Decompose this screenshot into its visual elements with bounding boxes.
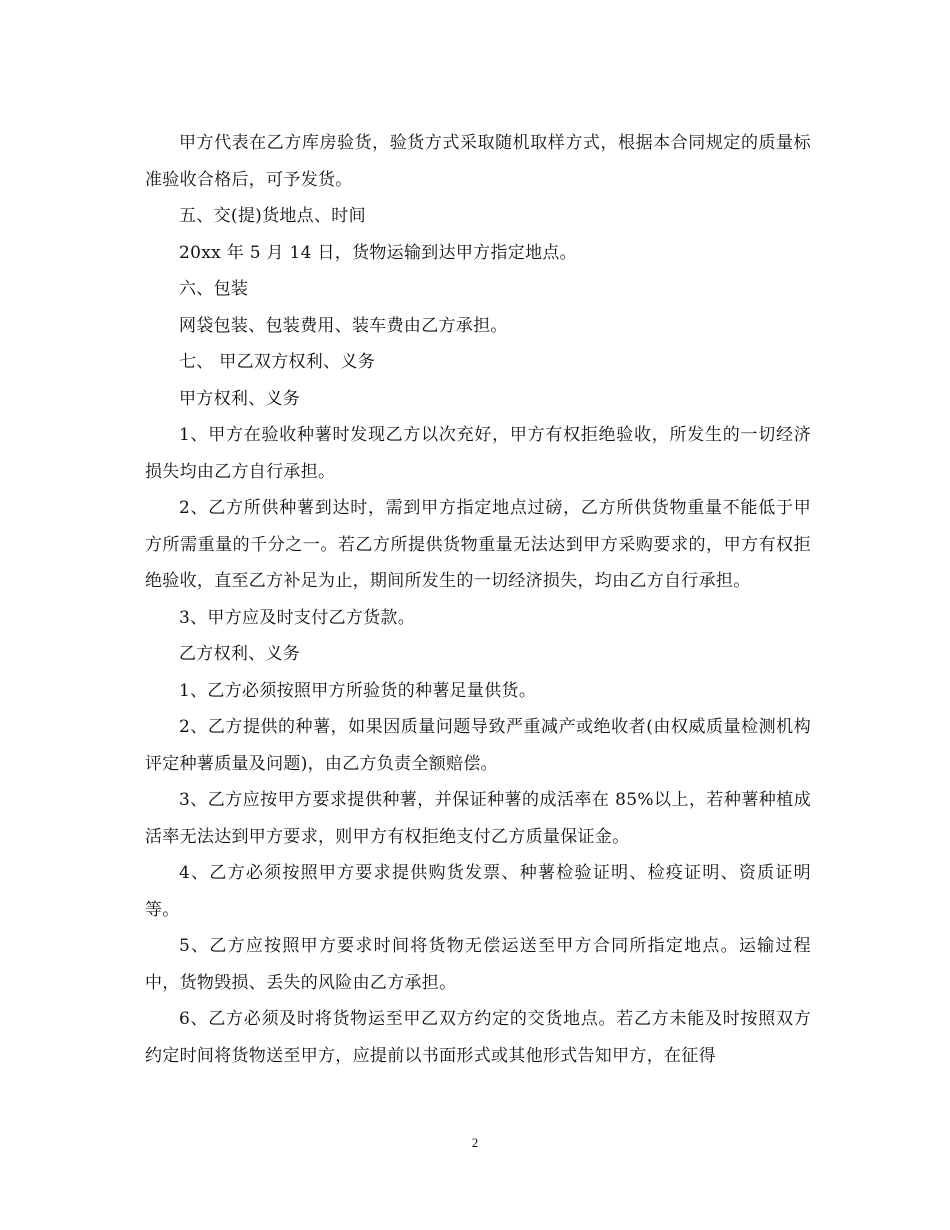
party-b-clause-3: 3、乙方应按甲方要求提供种薯，并保证种薯的成活率在 85%以上，若种薯种植成活率无法达到甲方要求，则甲方有权拒绝支付乙方质量保证金。 bbox=[145, 790, 811, 847]
party-b-clause-4: 4、乙方必须按照甲方要求提供购货发票、种薯检验证明、检疫证明、资质证明等。 bbox=[145, 863, 811, 920]
heading-rights-obligations: 七、 甲乙双方权利、义务 bbox=[179, 352, 376, 372]
party-a-clause-3: 3、甲方应及时支付乙方货款。 bbox=[179, 607, 416, 628]
page-number: 2 bbox=[471, 1135, 479, 1150]
document-body bbox=[145, 125, 811, 1074]
party-b-clause-6: 6、乙方必须及时将货物运至甲乙双方约定的交货地点。若乙方未能及时按照双方约定时间将货物送至甲方，应提前以书面形式或其他形式告知甲方，在征得 bbox=[145, 1009, 811, 1066]
heading-delivery-place-time: 五、交(提)货地点、时间 bbox=[179, 206, 366, 226]
subheading-party-a: 甲方权利、义务 bbox=[179, 388, 301, 409]
paragraph-inspection: 甲方代表在乙方库房验货，验货方式采取随机取样方式，根据本合同规定的质量标准验收合格后，可予发货。 bbox=[145, 133, 811, 190]
party-b-clause-5: 5、乙方应按照甲方要求时间将货物无偿运送至甲方合同所指定地点。运输过程中，货物毁损、丢失的风险由乙方承担。 bbox=[145, 936, 811, 993]
party-b-clause-2: 2、乙方提供的种薯，如果因质量问题导致严重减产或绝收者(由权威质量检测机构评定种薯质量及问题)，由乙方负责全额赔偿。 bbox=[145, 717, 811, 774]
paragraph-delivery-date: 20xx 年 5 月 14 日，货物运输到达甲方指定地点。 bbox=[179, 242, 577, 263]
party-a-clause-2: 2、乙方所供种薯到达时，需到甲方指定地点过磅，乙方所供货物重量不能低于甲方所需重量的千分之一。若乙方所提供货物重量无法达到甲方采购要求的，甲方有权拒绝验收，直至乙方补足为止，期间所发生的一切经济损失，均由乙方自行承担。 bbox=[145, 498, 811, 591]
heading-packaging: 六、包装 bbox=[179, 279, 249, 299]
subheading-party-b: 乙方权利、义务 bbox=[179, 644, 301, 664]
party-b-clause-1: 1、乙方必须按照甲方所验货的种薯足量供货。 bbox=[179, 680, 537, 701]
paragraph-packaging: 网袋包装、包装费用、装车费由乙方承担。 bbox=[179, 315, 508, 336]
party-a-clause-1: 1、甲方在验收种薯时发现乙方以次充好，甲方有权拒绝验收，所发生的一切经济损失均由乙方自行承担。 bbox=[145, 425, 811, 482]
